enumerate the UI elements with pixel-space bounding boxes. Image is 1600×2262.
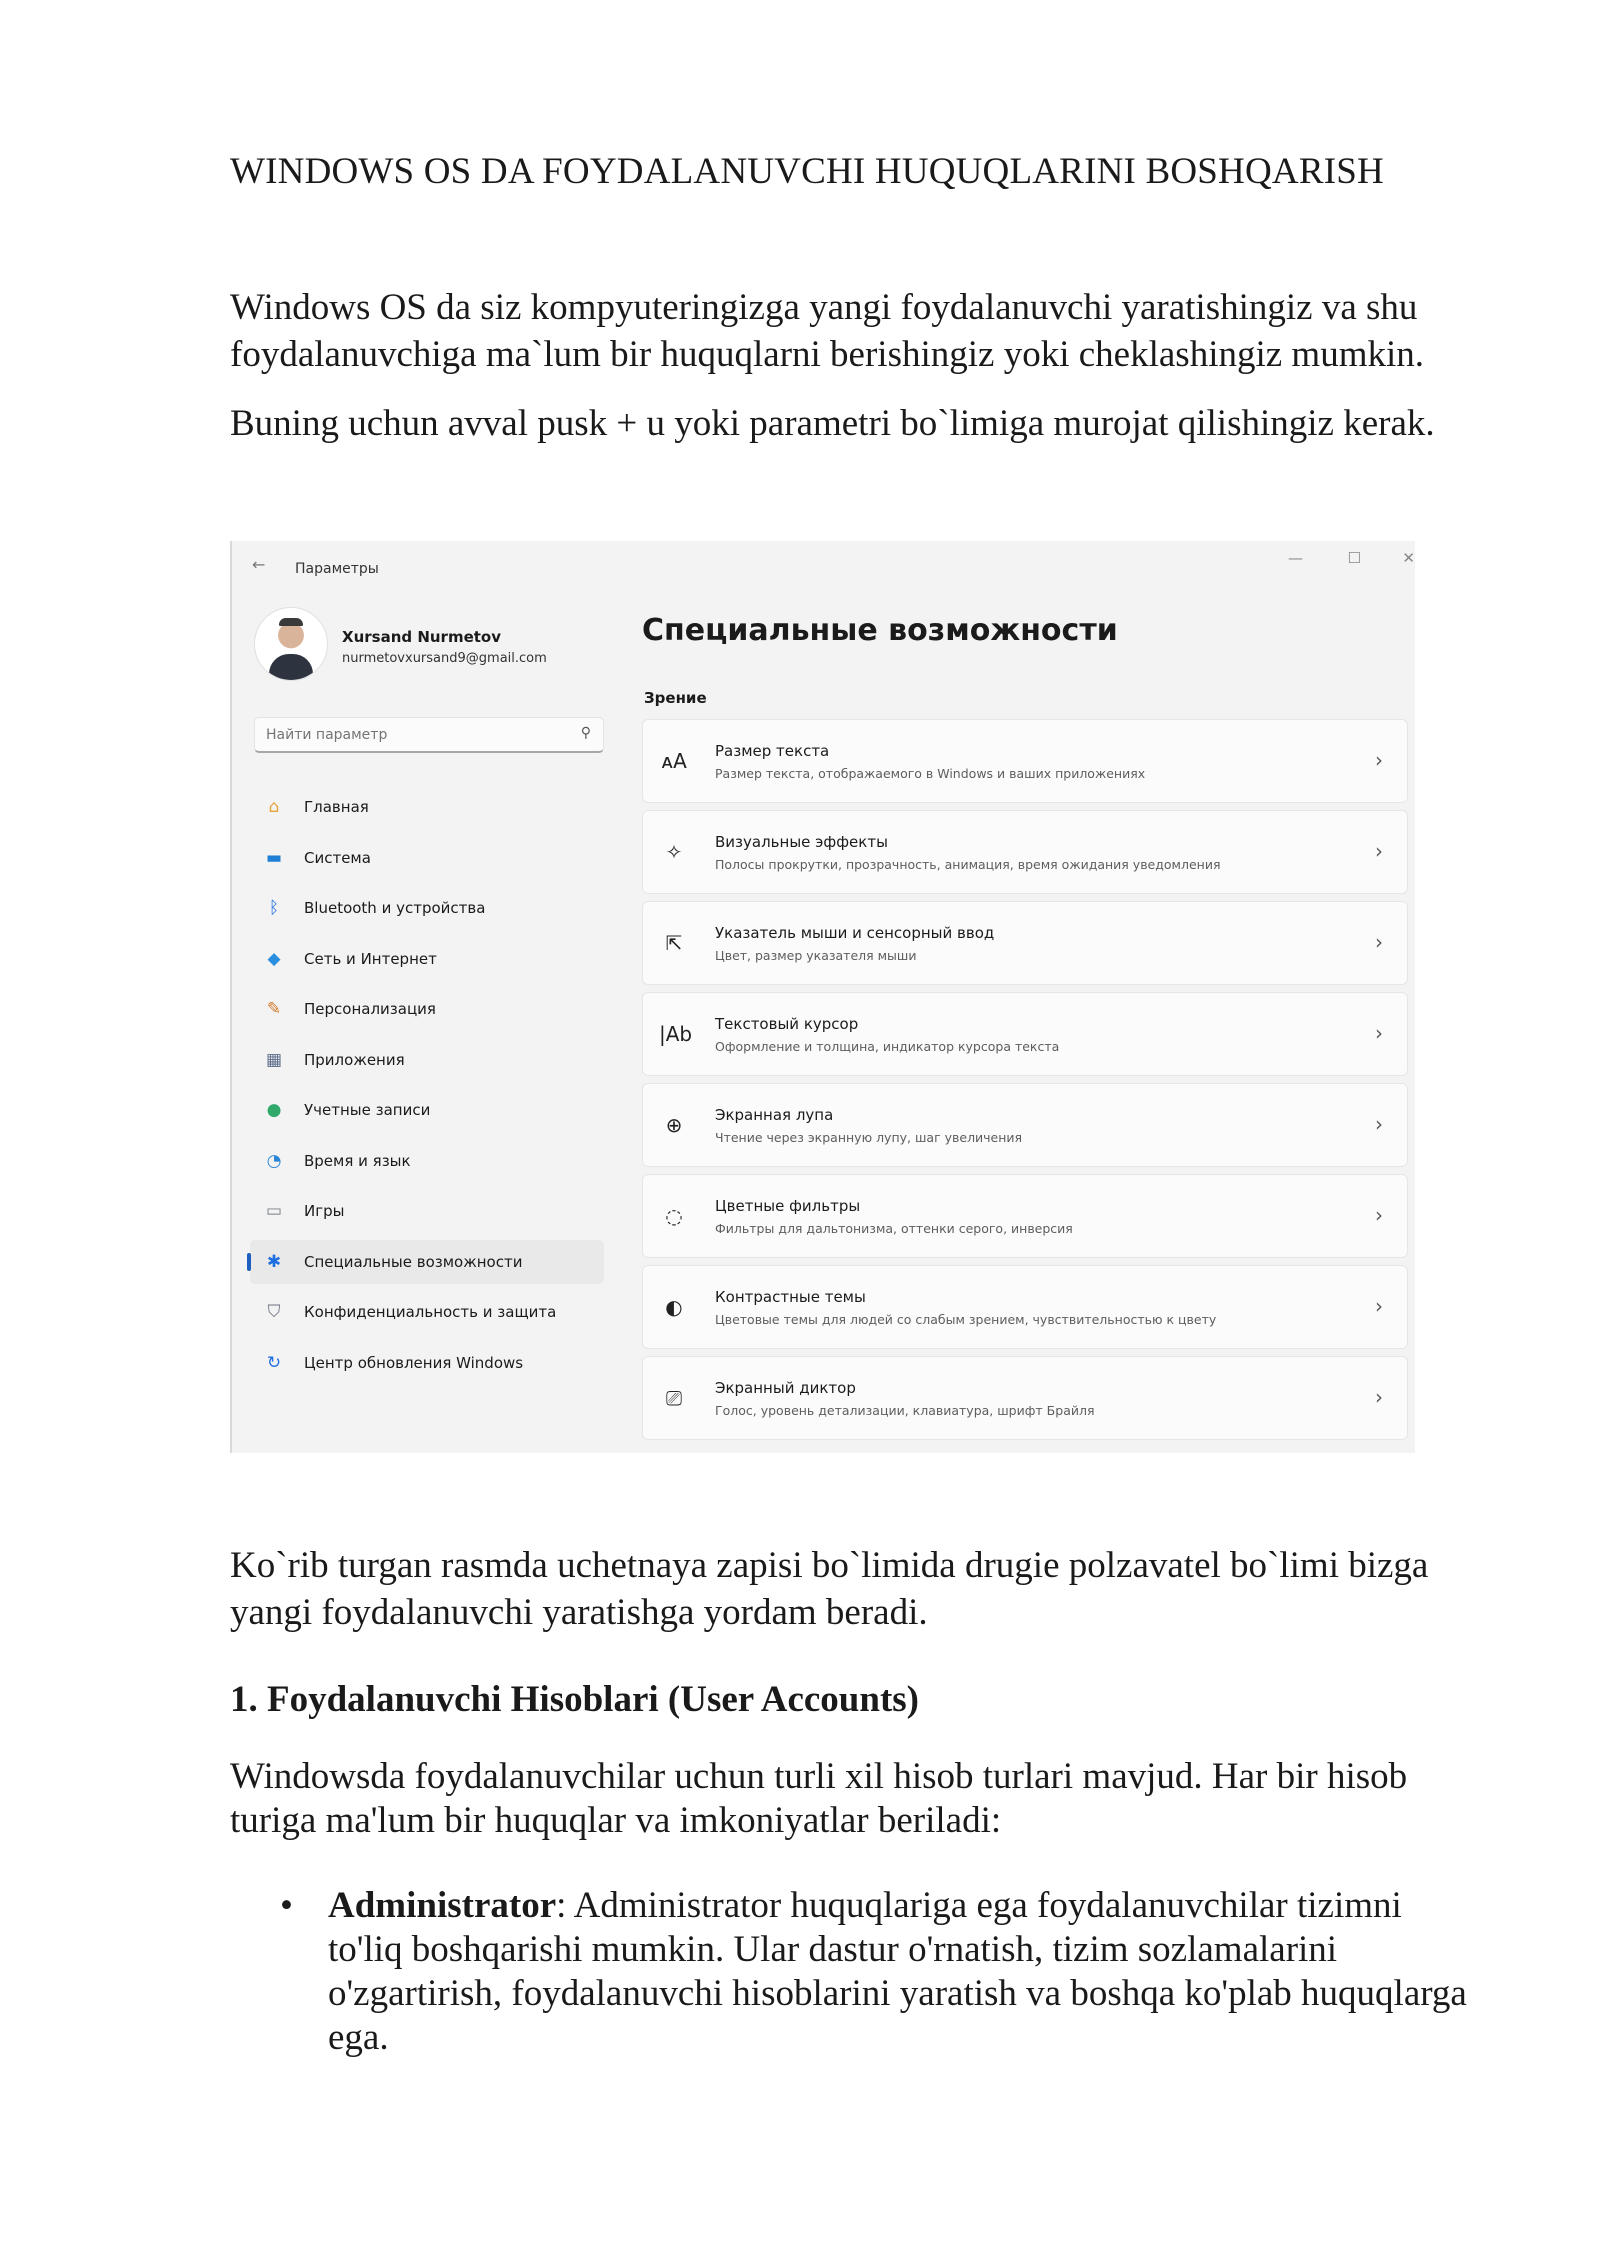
settings-card-visual-effects[interactable] <box>642 810 1408 894</box>
apps-icon: ▦ <box>265 1049 283 1070</box>
card-description: Чтение через экранную лупу, шаг увеличения <box>715 1130 1023 1145</box>
card-description: Фильтры для дальтонизма, оттенки серого, инверсия <box>715 1221 1073 1236</box>
profile-email: nurmetovxursand9@gmail.com <box>342 651 547 666</box>
card-title: Экранный диктор <box>715 1379 856 1397</box>
sidebar-item-label: Приложения <box>304 1050 405 1069</box>
settings-card-list <box>642 719 1408 1447</box>
chevron-right-icon: › <box>1375 1385 1383 1409</box>
sidebar-item-label: Конфиденциальность и защита <box>304 1303 557 1321</box>
profile-name: Xursand Nurmetov <box>342 628 502 646</box>
chevron-right-icon: › <box>1375 930 1383 954</box>
card-description: Цвет, размер указателя мыши <box>715 948 917 963</box>
search-input[interactable] <box>255 718 568 752</box>
sidebar-nav <box>250 785 604 1391</box>
card-title: Экранная лупа <box>715 1106 834 1124</box>
bullet-term: Administrator <box>328 1885 557 1926</box>
bullet-icon: • <box>280 1885 293 1926</box>
intro-line-2: foydalanuvchiga ma`lum bir huquqlarni berishingiz yoki cheklashingiz mumkin. <box>230 334 1425 375</box>
sidebar-item-label: Bluetooth и устройства <box>304 899 486 917</box>
section-label-vision: Зрение <box>644 689 707 707</box>
sidebar-item-label: Центр обновления Windows <box>304 1353 524 1372</box>
mouse-pointer-icon: ⇱ <box>665 931 683 955</box>
app-title: Параметры <box>295 561 379 577</box>
bluetooth-icon: ᛒ <box>268 898 280 918</box>
settings-card-contrast[interactable] <box>642 1265 1408 1349</box>
color-filters-icon: ◌ <box>665 1204 683 1228</box>
sidebar-item-network[interactable] <box>250 937 604 981</box>
magnifier-icon: ⊕ <box>665 1113 683 1137</box>
privacy-shield-icon: ⛉ <box>267 1302 281 1322</box>
card-title: Визуальные эффекты <box>715 833 888 851</box>
home-icon: ⌂ <box>268 797 280 817</box>
account-types-list <box>230 1884 1500 2060</box>
gaming-icon: ▭ <box>265 1201 283 1221</box>
card-title: Текстовый курсор <box>715 1015 859 1033</box>
personalization-icon: ✎ <box>266 999 282 1019</box>
sidebar-item-label: Время и язык <box>304 1151 411 1170</box>
settings-card-narrator[interactable] <box>642 1356 1408 1440</box>
sidebar-item-privacy-shield[interactable] <box>250 1290 604 1334</box>
accounts-line-2: turiga ma'lum bir huquqlar va imkoniyatlar beriladi: <box>230 1800 1002 1841</box>
active-indicator <box>247 1253 251 1271</box>
settings-screenshot <box>230 541 1415 1453</box>
sidebar-item-label: Главная <box>304 798 369 816</box>
sidebar-item-apps[interactable] <box>250 1038 604 1082</box>
settings-card-text-cursor[interactable] <box>642 992 1408 1076</box>
card-description: Оформление и толщина, индикатор курсора текста <box>715 1039 1060 1054</box>
close-button[interactable]: ✕ <box>1402 549 1415 567</box>
chevron-right-icon: › <box>1375 839 1383 863</box>
search-icon[interactable]: ⚲ <box>580 725 591 741</box>
sidebar-item-system[interactable] <box>250 836 604 880</box>
instruction-paragraph: Buning uchun avval pusk + u yoki parametri bo`limiga murojat qilishingiz kerak. <box>230 403 1435 444</box>
sidebar-item-label: Игры <box>304 1202 345 1220</box>
card-description: Голос, уровень детализации, клавиатура, шрифт Брайля <box>715 1403 1095 1418</box>
visual-effects-icon: ✧ <box>665 840 683 864</box>
time-language-icon: ◔ <box>266 1150 282 1171</box>
explanation-line-1: Ko`rib turgan rasmda uchetnaya zapisi bo`limida drugie polzavatel bo`limi bizga <box>230 1545 1429 1586</box>
accounts-icon: ● <box>266 1100 282 1120</box>
sidebar-item-update[interactable] <box>250 1341 604 1385</box>
card-description: Полосы прокрутки, прозрачность, анимация, время ожидания уведомления <box>715 857 1221 872</box>
card-title: Цветные фильтры <box>715 1197 861 1215</box>
chevron-right-icon: › <box>1375 1203 1383 1227</box>
sidebar-item-personalization[interactable] <box>250 987 604 1031</box>
back-arrow-icon[interactable]: ← <box>252 555 266 574</box>
explanation-line-2: yangi foydalanuvchi yaratishga yordam beradi. <box>230 1592 928 1633</box>
chevron-right-icon: › <box>1375 748 1383 772</box>
page-title: Специальные возможности <box>642 613 1118 648</box>
chevron-right-icon: › <box>1375 1112 1383 1136</box>
narrator-icon: ⎚ <box>666 1386 682 1410</box>
sidebar-item-gaming[interactable] <box>250 1189 604 1233</box>
minimize-button[interactable]: — <box>1288 549 1303 567</box>
sidebar-item-label: Персонализация <box>304 1000 436 1018</box>
chevron-right-icon: › <box>1375 1294 1383 1318</box>
chevron-right-icon: › <box>1375 1021 1383 1045</box>
card-description: Размер текста, отображаемого в Windows и ваших приложениях <box>715 766 1146 781</box>
card-description: Цветовые темы для людей со слабым зрением, чувствительностью к цвету <box>715 1312 1217 1327</box>
bullet-text-line-3: o'zgartirish, foydalanuvchi hisoblarini yaratish va boshqa ko'plab huquqlarga <box>328 1973 1467 2014</box>
text-cursor-icon: |Ab <box>659 1022 693 1046</box>
accounts-line-1: Windowsda foydalanuvchilar uchun turli xil hisob turlari mavjud. Har bir hisob <box>230 1756 1408 1797</box>
bullet-text-line-1: : Administrator huquqlariga ega foydalanuvchilar tizimni <box>556 1885 1402 1926</box>
settings-card-color-filters[interactable] <box>642 1174 1408 1258</box>
search-box[interactable] <box>254 717 604 753</box>
card-title: Указатель мыши и сенсорный ввод <box>715 924 995 942</box>
update-icon: ↻ <box>266 1352 282 1373</box>
sidebar-item-time-language[interactable] <box>250 1139 604 1183</box>
list-item <box>230 1884 1500 2060</box>
accessibility-icon: ✱ <box>266 1251 282 1272</box>
sidebar-item-label: Учетные записи <box>304 1101 431 1119</box>
bullet-text-line-2: to'liq boshqarishi mumkin. Ular dastur o'rnatish, tizim sozlamalarini <box>328 1929 1338 1970</box>
settings-card-text-size[interactable] <box>642 719 1408 803</box>
network-icon: ◆ <box>267 948 281 969</box>
maximize-button[interactable]: ☐ <box>1347 549 1361 567</box>
card-title: Контрастные темы <box>715 1288 866 1306</box>
sidebar-item-bluetooth[interactable] <box>250 886 604 930</box>
bullet-text-line-4: ega. <box>328 2017 389 2058</box>
contrast-icon: ◐ <box>665 1295 683 1319</box>
document-title: WINDOWS OS DA FOYDALANUVCHI HUQUQLARINI BOSHQARISH <box>230 151 1384 192</box>
text-size-icon: ᴀA <box>661 749 687 773</box>
sidebar-item-home[interactable] <box>250 785 604 829</box>
intro-paragraph <box>230 284 1490 378</box>
title-bar <box>232 541 1415 581</box>
sidebar-item-accessibility[interactable] <box>250 1240 604 1284</box>
sidebar-item-accounts[interactable] <box>250 1088 604 1132</box>
settings-card-magnifier[interactable] <box>642 1083 1408 1167</box>
intro-line-1: Windows OS da siz kompyuteringizga yangi foydalanuvchi yaratishingiz va shu <box>230 287 1418 328</box>
sidebar-item-label: Сеть и Интернет <box>304 949 437 968</box>
accounts-paragraph <box>230 1755 1490 1843</box>
avatar[interactable] <box>254 607 328 681</box>
card-title: Размер текста <box>715 742 830 760</box>
section-heading: 1. Foydalanuvchi Hisoblari (User Accounts) <box>230 1679 919 1720</box>
system-icon: ▬ <box>265 847 283 868</box>
sidebar-item-label: Специальные возможности <box>304 1252 523 1271</box>
sidebar-item-label: Система <box>304 848 371 867</box>
explanation-paragraph <box>230 1542 1490 1636</box>
settings-card-mouse-pointer[interactable] <box>642 901 1408 985</box>
